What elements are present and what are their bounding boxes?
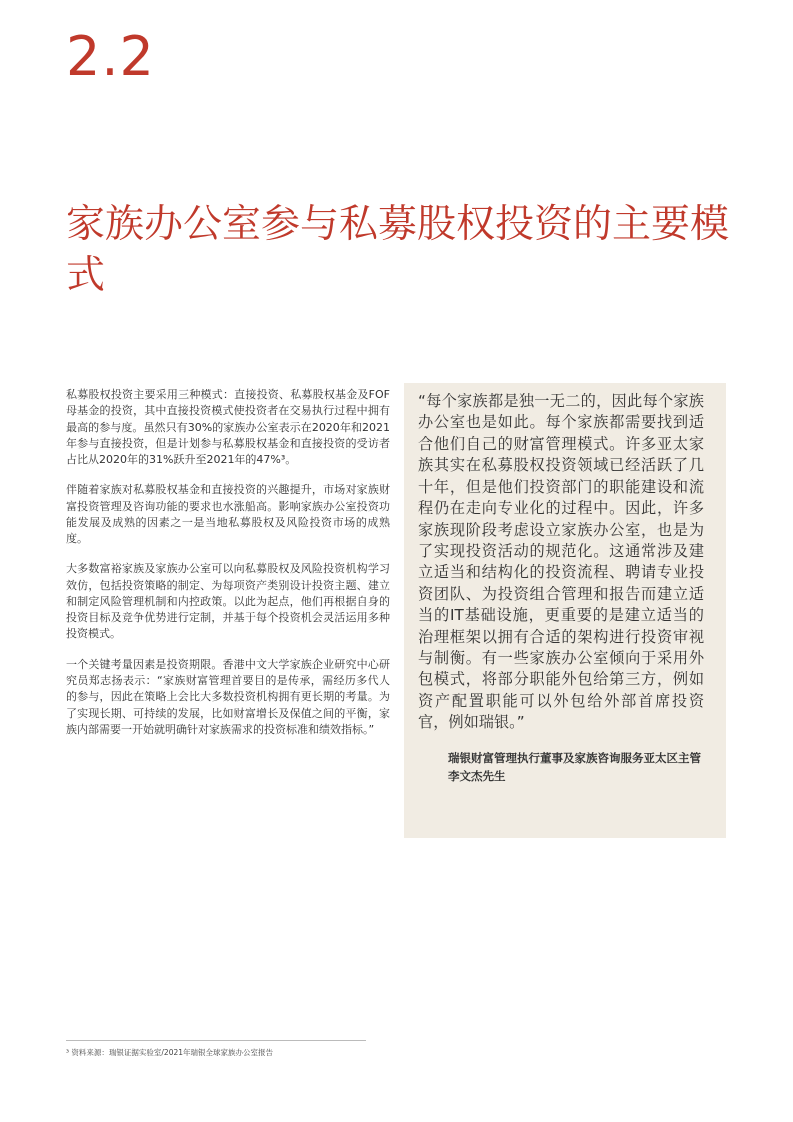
footnote: ³ 资料来源：瑞银证据实验室/2021年瑞银全球家族办公室报告 <box>66 1048 274 1057</box>
body-paragraph-2: 伴随着家族对私募股权基金和直接投资的兴趣提升，市场对家族财富投资管理及咨询功能的要求也水涨船高。影响家族办公室投资功能发展及成熟的因素之一是当地私募股权及风险投资市场的成熟度。 <box>66 483 390 546</box>
section-title: 家族办公室参与私募股权投资的主要模式 <box>66 202 730 298</box>
body-paragraph-3: 大多数富裕家族及家族办公室可以向私募股权及风险投资机构学习效仿，包括投资策略的制定、为每项资产类别设计投资主题、建立和制定风险管理机制和内控政策。以此为起点，他们再根据自身的投资目标及竞争优势进行定制，并基于每个投资机会灵活运用多种投资模式。 <box>66 562 390 641</box>
quote-text: “每个家族都是独一无二的，因此每个家族办公室也是如此。每个家族都需要找到适合他们自己的财富管理模式。许多亚太家族其实在私募股权投资领域已经活跃了几十年，但是他们投资部门的职能建设和流程仍在走向专业化的过程中。因此，许多家族现阶段考虑设立家族办公室，也是为了实现投资活动的规范化。这通常涉及建立适当和结构化的投资流程、聘请专业投资团队、为投资组合管理和报告而建立适当的IT基础设施，更重要的是建立适当的治理框架以拥有合适的架构进行投资审视与制衡。有一些家族办公室倾向于采用外包模式，将部分职能外包给第三方，例如资产配置职能可以外包给外部首席投资官，例如瑞银。” <box>418 392 704 732</box>
section-number: 2.2 <box>66 25 155 88</box>
quote-author: 瑞银财富管理执行董事及家族咨询服务亚太区主管李文杰先生 <box>448 750 701 783</box>
pull-quote-box <box>404 383 726 838</box>
footnote-divider <box>66 1040 366 1041</box>
body-paragraph-4: 一个关键考量因素是投资期限。香港中文大学家族企业研究中心研究员郑志扬表示：“家族财富管理首要目的是传承，需经历多代人的参与，因此在策略上会比大多数投资机构拥有更长期的考量。为了实现长期、可持续的发展，比如财富增长及保值之间的平衡，家族内部需要一开始就明确针对家族需求的投资标准和绩效指标。” <box>66 657 390 736</box>
body-column <box>66 387 390 752</box>
body-paragraph-1: 私募股权投资主要采用三种模式：直接投资、私募股权基金及FOF母基金的投资，其中直接投资模式使投资者在交易执行过程中拥有最高的参与度。虽然只有30%的家族办公室表示在2020年和2021年参与直接投资，但是计划参与私募股权基金和直接投资的受访者占比从2020年的31%跃升至2021年的47%³。 <box>66 388 390 467</box>
